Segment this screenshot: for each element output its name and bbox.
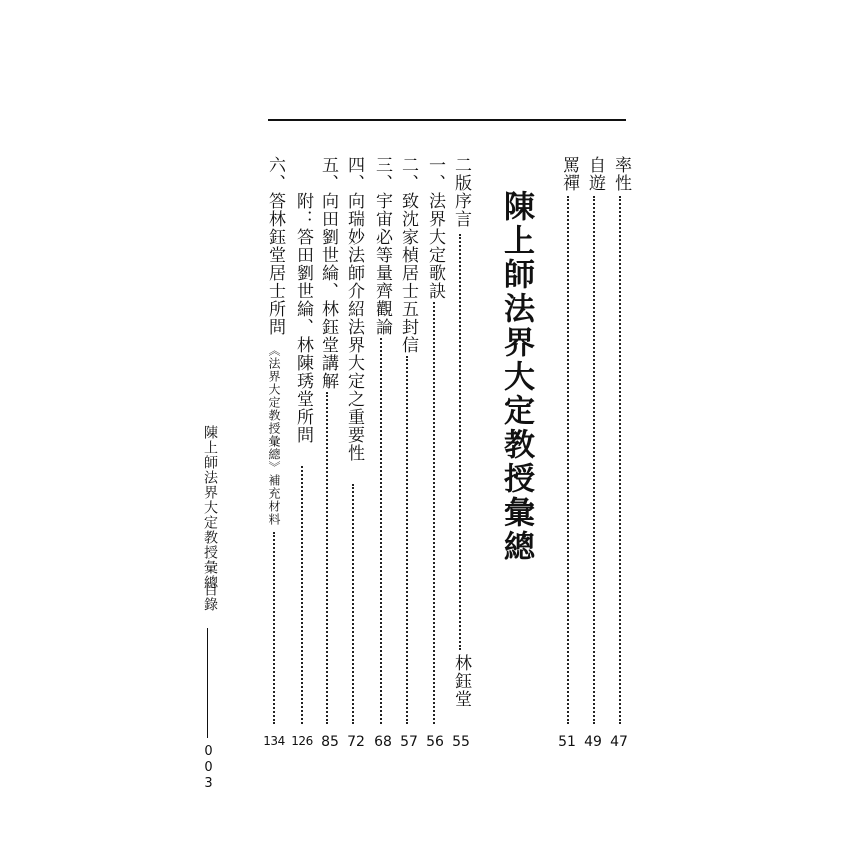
page-number: 56 (426, 734, 444, 750)
page-number: 126 (291, 734, 313, 748)
dot-leader (352, 484, 354, 724)
dot-leader (406, 356, 408, 724)
folio-page-number: 003 (201, 744, 216, 792)
dot-leader (433, 302, 435, 724)
page-number: 51 (558, 734, 576, 750)
running-head-title: 陳上師法界大定教授彙總 (202, 425, 218, 590)
toc-entry-note: 《法界大定教授彙總》補充材料 (267, 344, 281, 526)
page-number: 72 (347, 734, 365, 750)
dot-leader (380, 338, 382, 724)
page-number: 49 (584, 734, 602, 750)
dot-leader (459, 234, 461, 650)
running-head-section: 目錄 (202, 582, 218, 612)
toc-entry-author: 林鈺堂 (451, 654, 471, 708)
toc-entry-title: 六、答林鈺堂居士所問 (265, 156, 285, 336)
toc-entry-title: 四、向瑞妙法師介紹法界大定之重要性 (344, 156, 364, 462)
toc-entry-title: 率性 (611, 156, 631, 192)
toc-heading: 陳上師法界大定教授彙總 (498, 190, 534, 564)
top-rule (268, 119, 626, 121)
dot-leader (273, 532, 275, 724)
dot-leader (619, 196, 621, 724)
dot-leader (567, 196, 569, 724)
toc-entry-title: 一、法界大定歌訣 (425, 156, 445, 300)
toc-entry-title: 自遊 (585, 156, 605, 192)
page-number: 85 (321, 734, 339, 750)
toc-entry-title: 附：答田劉世綸、林陳琇堂所問 (293, 192, 313, 444)
dot-leader (593, 196, 595, 724)
toc-entry-title: 二、致沈家楨居士五封信 (398, 156, 418, 354)
running-head-rule (207, 628, 208, 738)
page-number: 47 (610, 734, 628, 750)
dot-leader (326, 392, 328, 724)
page-number: 68 (374, 734, 392, 750)
page-number: 57 (400, 734, 418, 750)
page-number: 55 (452, 734, 470, 750)
dot-leader (301, 466, 303, 724)
page-number: 134 (263, 734, 285, 748)
toc-entry-title: 二版序言 (451, 156, 471, 228)
toc-entry-title: 三、宇宙必等量齊觀論 (372, 156, 392, 336)
toc-entry-title: 罵禪 (559, 156, 579, 192)
toc-entry-title: 五、向田劉世綸、林鈺堂講解 (318, 156, 338, 390)
